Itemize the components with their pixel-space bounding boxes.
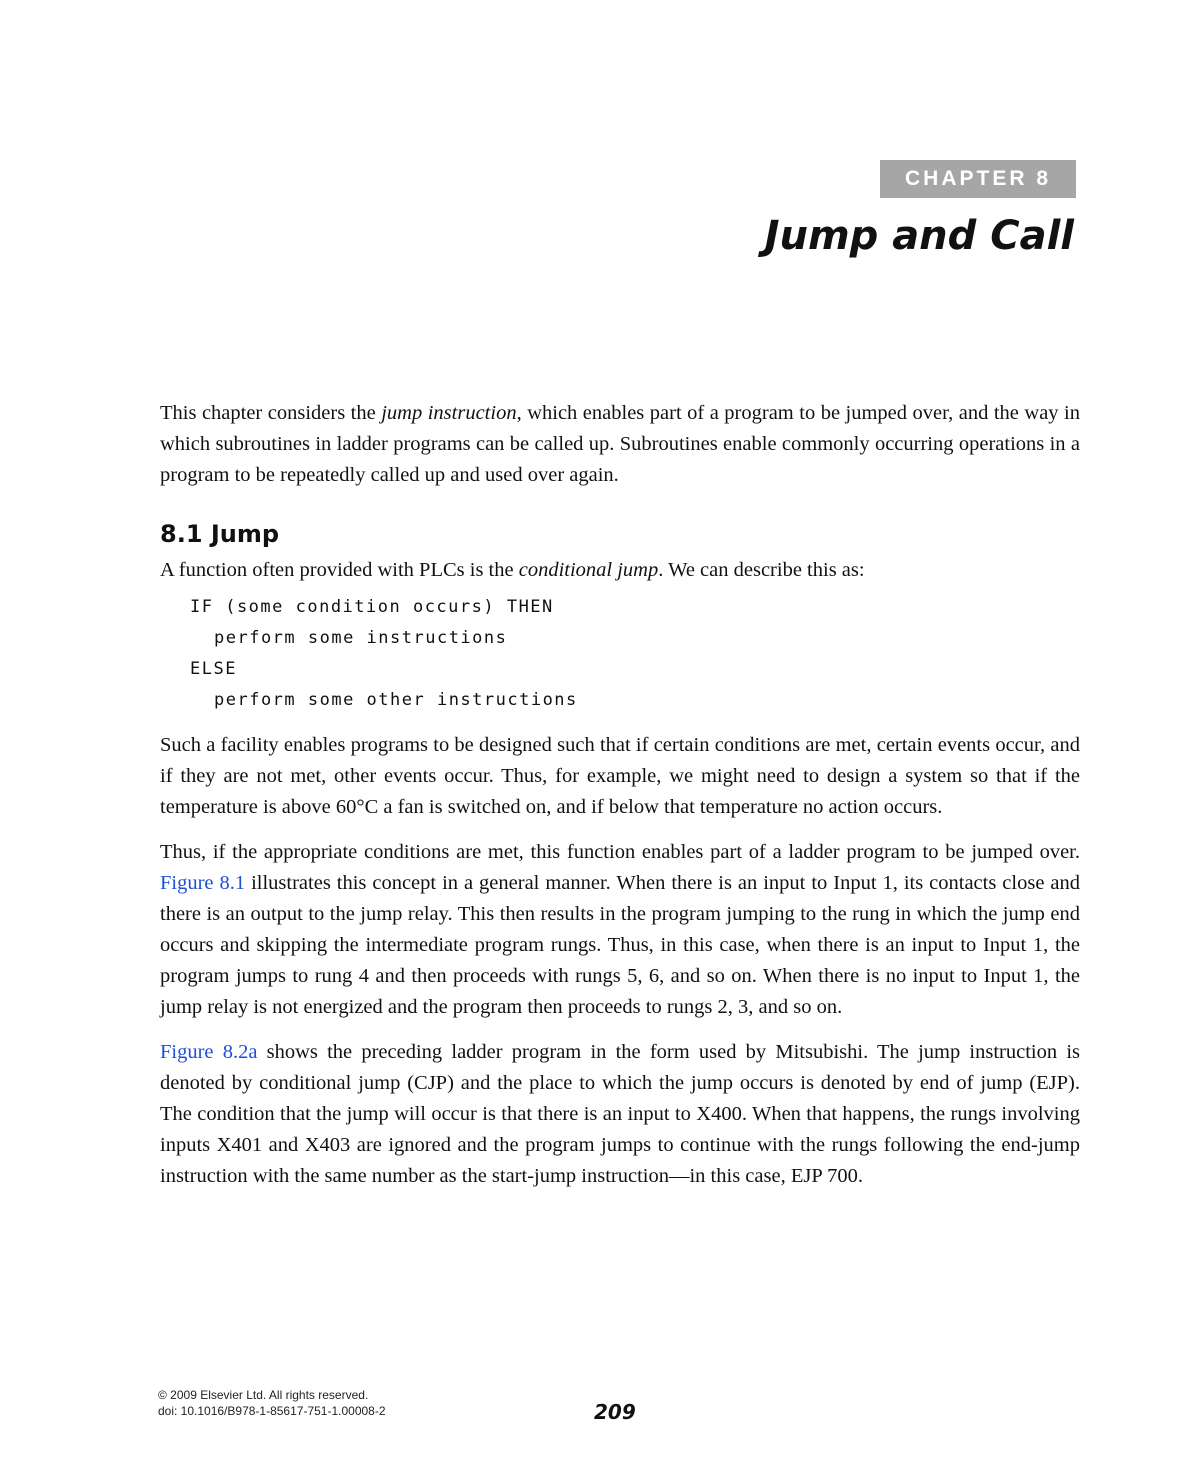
jump-instruction-term: jump instruction [381, 402, 517, 424]
paragraph-figure-8-2a: Figure 8.2a shows the preceding ladder program in the form used by Mitsubishi. The jump instruction is denoted by conditional jump (CJP) and the place to which the jump occurs is denoted by end of jump (EJP). The condition that the jump will occur is that there is an input to X400. When that happens, the rungs involving inputs X401 and X403 are ignored and the program jumps to continue with the rungs following the end-jump instruction with the same number as the start-jump instruction—in this case, EJP 700. [160, 1041, 1080, 1187]
intro-paragraph: This chapter considers the jump instruction, which enables part of a program to be jumped over, and the way in which subroutines in ladder programs can be called up. Subroutines enable commonly occurring operations in a program to be repeatedly called up and used over again. [160, 402, 1080, 486]
body-content [160, 398, 1080, 1192]
paragraph-facility: Such a facility enables programs to be designed such that if certain conditions are met, certain events occur, and if they are not met, other events occur. Thus, for example, we might need to design a system so that if the temperature is above 60°C a fan is switched on, and if below that temperature no action occurs. [160, 734, 1080, 818]
paragraph-figure-8-1: Thus, if the appropriate conditions are met, this function enables part of a ladder program to be jumped over. Figure 8.1 illustrates this concept in a general manner. When there is an input to Input 1, its contacts close and there is an output to the jump relay. This then results in the program jumping to the rung in which the jump end occurs and skipping the intermediate program rungs. Thus, in this case, when there is an input to Input 1, the program jumps to rung 4 and then proceeds with rungs 5, 6, and so on. When there is no input to Input 1, the jump relay is not energized and the program then proceeds to rungs 2, 3, and so on. [160, 841, 1080, 1018]
figure-8-1-link[interactable]: Figure 8.1 [160, 872, 246, 894]
code-line: IF (some condition occurs) THEN [190, 597, 554, 617]
code-line: perform some instructions [214, 628, 508, 648]
section-heading: 8.1 Jump [160, 520, 280, 548]
figure-8-2a-link[interactable]: Figure 8.2a [160, 1041, 258, 1063]
footer-copyright [158, 1387, 386, 1419]
copyright-text: © 2009 Elsevier Ltd. All rights reserved. [158, 1388, 369, 1402]
code-block [190, 592, 1080, 716]
chapter-title: Jump and Call [764, 213, 1074, 259]
code-line: perform some other instructions [214, 690, 578, 710]
chapter-badge-label: CHAPTER 8 [904, 167, 1052, 190]
chapter-badge [880, 160, 1076, 198]
section-lead: A function often provided with PLCs is the conditional jump. We can describe this as: [160, 559, 865, 581]
conditional-jump-term: conditional jump [518, 559, 659, 581]
code-line: ELSE [190, 659, 237, 679]
page-number: 209 [594, 1400, 636, 1424]
doi-text: doi: 10.1016/B978-1-85617-751-1.00008-2 [158, 1404, 386, 1418]
